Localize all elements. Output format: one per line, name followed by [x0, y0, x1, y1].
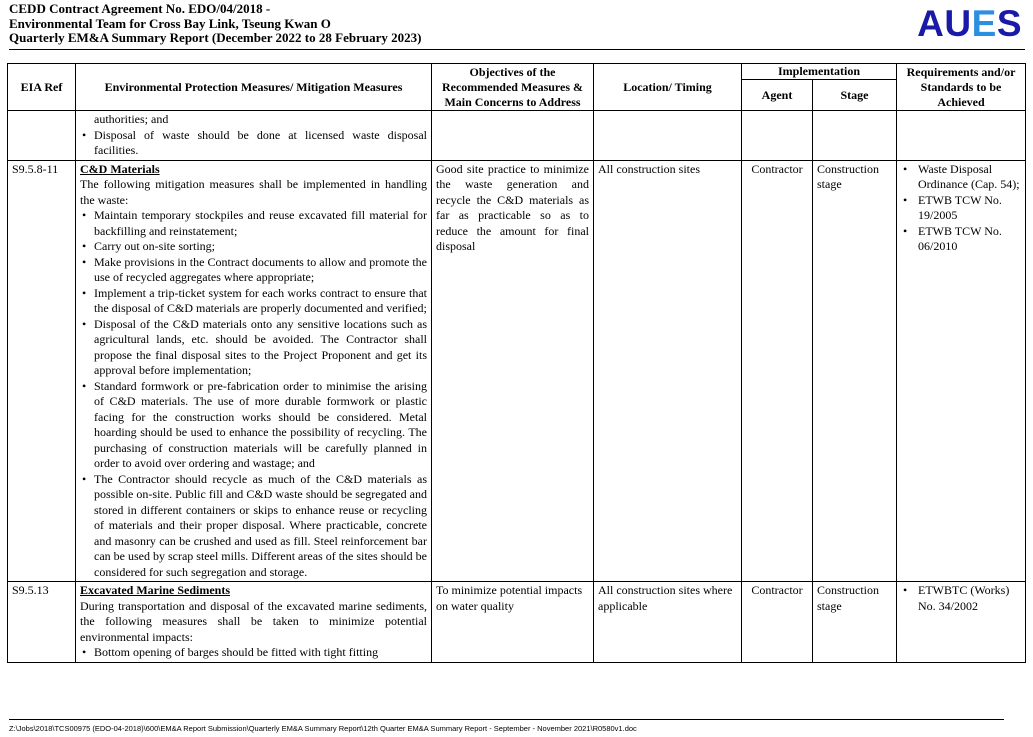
requirements-cell: [897, 582, 1026, 663]
aues-logo: [917, 4, 1022, 44]
agent-cell: Contractor: [742, 582, 813, 663]
list-item: • Bottom opening of barges should be fitted with tight fitting: [94, 645, 427, 661]
header-agent: Agent: [742, 80, 813, 111]
list-item: • Disposal of the C&D materials onto any sensitive locations such as agricultural lands, etc. should be avoided. The Contractor shall propose the final disposal sites to the Project Proponent and get its approval before implementation;: [94, 317, 427, 379]
header-implementation: Implementation: [742, 64, 897, 80]
list-item: • Waste Disposal Ordinance (Cap. 54);: [918, 162, 1021, 193]
list-item: • ETWBTC (Works) No. 34/2002: [918, 583, 1021, 614]
header-eia-ref: EIA Ref: [8, 64, 76, 111]
requirements-cell: [897, 160, 1026, 582]
location-cell: All construction sites: [594, 160, 742, 582]
header-location: Location/ Timing: [594, 64, 742, 111]
logo-letter-e: E: [971, 3, 997, 44]
eia-ref-cell: S9.5.8-11: [8, 160, 76, 582]
report-header: [9, 2, 1024, 50]
table-row: [8, 582, 1026, 663]
continued-text: authorities; and: [94, 112, 169, 126]
team-line: Environmental Team for Cross Bay Link, Tseung Kwan O: [9, 15, 331, 31]
stage-cell: Construction stage: [813, 582, 897, 663]
measure-title: C&D Materials: [80, 161, 160, 176]
header-stage: Stage: [813, 80, 897, 111]
list-item: • Disposal of waste should be done at licensed waste disposal facilities.: [94, 128, 427, 159]
list-item: • The Contractor should recycle as much of the C&D materials as possible on-site. Public fill and C&D waste should be segregated and stored in different containers or skips to enhance reuse or recycling of materials and their proper disposal. Where practicable, concrete and masonry can be crushed and used as fill. Steel reinforcement bar can be used by scrap steel mills. Different areas of the sites should be considered for such segregation and storage.: [94, 472, 427, 581]
requirements-bullets: [901, 162, 1021, 255]
contract-line: CEDD Contract Agreement No. EDO/04/2018 -: [9, 1, 271, 16]
measure-title: Excavated Marine Sediments: [80, 583, 230, 597]
list-item: • ETWB TCW No. 19/2005: [918, 193, 1021, 224]
measure-cell: [76, 111, 432, 161]
header-objectives: Objectives of the Recommended Measures & Main Concerns to Address: [432, 64, 594, 111]
measure-bullets: [80, 128, 427, 159]
measure-intro: During transportation and disposal of the excavated marine sediments, the following measures shall be taken to minimize potential environmental impacts:: [80, 598, 427, 644]
list-item: • ETWB TCW No. 06/2010: [918, 224, 1021, 255]
header-requirements: Requirements and/or Standards to be Achieved: [897, 64, 1026, 111]
report-title-line: Quarterly EM&A Summary Report (December 2022 to 28 February 2023): [9, 30, 422, 45]
measure-bullets: [80, 645, 427, 661]
list-item: • Standard formwork or pre-fabrication order to minimise the arising of C&D materials. The use of more durable formwork or plastic facing for the construction works should be considered. Metal hoarding should be used to enhance the possibility of recycling. The purchasing of construction materials will be carefully planned in order to avoid over ordering and wastage; and: [94, 379, 427, 472]
objective-cell: To minimize potential impacts on water quality: [432, 582, 594, 663]
location-cell: All construction sites where applicable: [594, 582, 742, 663]
stage-cell: Construction stage: [813, 160, 897, 582]
header-divider: [9, 49, 1025, 50]
header-text: [9, 2, 1024, 46]
table-row: [8, 160, 1026, 582]
list-item: • Maintain temporary stockpiles and reuse excavated fill material for backfilling and reinstatement;: [94, 208, 427, 239]
list-item: • Carry out on-site sorting;: [94, 239, 427, 255]
measure-intro: The following mitigation measures shall be implemented in handling the waste:: [80, 177, 427, 207]
objective-cell: Good site practice to minimize the waste generation and recycle the C&D materials as far as practicable so as to reduce the amount for final disposal: [432, 160, 594, 582]
header-measures: Environmental Protection Measures/ Mitigation Measures: [76, 64, 432, 111]
logo-letter-s: S: [996, 3, 1022, 44]
measure-cell: [76, 160, 432, 582]
table-row: [8, 111, 1026, 161]
footer-file-path: Z:\Jobs\2018\TCS00975 (EDO-04-2018)\600\EM&A Report Submission\Quarterly EM&A Summary Report\12th Quarter EM&A Summary Report - September - November 2021\R0580v1.doc: [9, 724, 637, 733]
measure-cell: [76, 582, 432, 663]
mitigation-measures-table: [7, 63, 1026, 663]
logo-letter-a: A: [917, 3, 945, 44]
eia-ref-cell: S9.5.13: [8, 582, 76, 663]
list-item: • Make provisions in the Contract documents to allow and promote the use of recycled aggregates where appropriate;: [94, 255, 427, 286]
list-item: • Implement a trip-ticket system for each works contract to ensure that the disposal of C&D materials are properly documented and verified;: [94, 286, 427, 317]
logo-letter-u: U: [944, 3, 972, 44]
footer-divider: [9, 719, 1004, 720]
agent-cell: Contractor: [742, 160, 813, 582]
requirements-bullets: [901, 583, 1021, 614]
measure-bullets: [80, 208, 427, 580]
